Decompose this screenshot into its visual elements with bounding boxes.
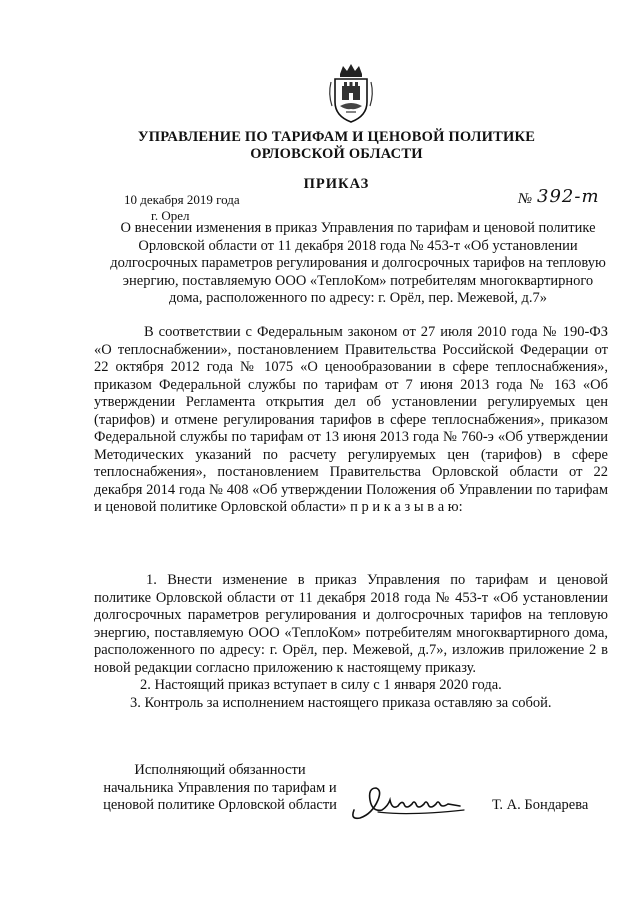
organization-name-line1: УПРАВЛЕНИЕ ПО ТАРИФАМ И ЦЕНОВОЙ ПОЛИТИКЕ <box>137 129 536 145</box>
document-preamble: В соответствии с Федеральным законом от 27 июля 2010 года № 190-ФЗ «О теплоснабжении», постановлением Правительства Российской Федерации от 22 октября 2012 года № 1075 «О ценообразовании в сфере теплоснабжения», приказом Федеральной службы по тарифам от 7 июня 2013 года № 163 «Об утверждении Регламента открытия дел об установлении регулируемых цен (тарифов) и отмене регулирования тарифов в сфере теплоснабжения», приказом Федеральной службы по тарифам от 13 июня 2013 года № 760-э «Об утверждении Методических указаний по расчету регулируемых цен (тарифов) в сфере теплоснабжения», постановлением Правительства Орловской области от 22 декабря 2014 года № 408 «Об утверждении Положения об Управлении по тарифам и ценовой политике Орловской области» п р и к а з ы в а ю: <box>94 324 608 515</box>
document-subject: О внесении изменения в приказ Управления по тарифам и ценовой политике Орловской области от 11 декабря 2018 года № 453-т «Об установлении долгосрочных параметров регулирования и долгосрочных тарифов на тепловую энергию, поставляемую ООО «ТеплоКом» потребителям многоквартирного дома, расположенного по адресу: г. Орёл, пер. Межевой, д.7» <box>110 220 606 306</box>
order-item: 1. Внести изменение в приказ Управления по тарифам и ценовой политике Орловской области от 11 декабря 2018 года № 453-т «Об установлении долгосрочных параметров регулирования и долгосрочных тарифов на тепловую энергию, поставляемую ООО «ТеплоКом» потребителям многоквартирного дома, расположенного по адресу: г. Орёл, пер. Межевой, д.7», изложив приложение 2 в новой редакции согласно приложению к настоящему приказу. <box>94 572 608 676</box>
document-number-handwritten: 392-т <box>537 186 600 207</box>
organization-name-line2: ОРЛОВСКОЙ ОБЛАСТИ <box>250 146 423 162</box>
signatory-position <box>100 762 340 815</box>
document-number-label: № <box>518 191 533 207</box>
order-item: 3. Контроль за исполнением настоящего приказа оставляю за собой. <box>130 694 552 711</box>
signatory-position-line: Исполняющий обязанности <box>134 762 306 778</box>
coat-of-arms-icon <box>326 62 376 124</box>
document-city: г. Орел <box>151 208 190 223</box>
handwritten-signature <box>348 776 484 826</box>
signatory-position-line: начальника Управления по тарифам и <box>103 779 337 796</box>
document-title: ПРИКАЗ <box>303 176 370 192</box>
document-date: 10 декабря 2019 года <box>124 192 240 207</box>
signatory-position-line: ценовой политике Орловской области <box>103 797 337 813</box>
signatory-name: Т. А. Бондарева <box>492 797 589 813</box>
order-items-list <box>94 572 608 712</box>
order-item: 2. Настоящий приказ вступает в силу с 1 января 2020 года. <box>140 677 502 693</box>
